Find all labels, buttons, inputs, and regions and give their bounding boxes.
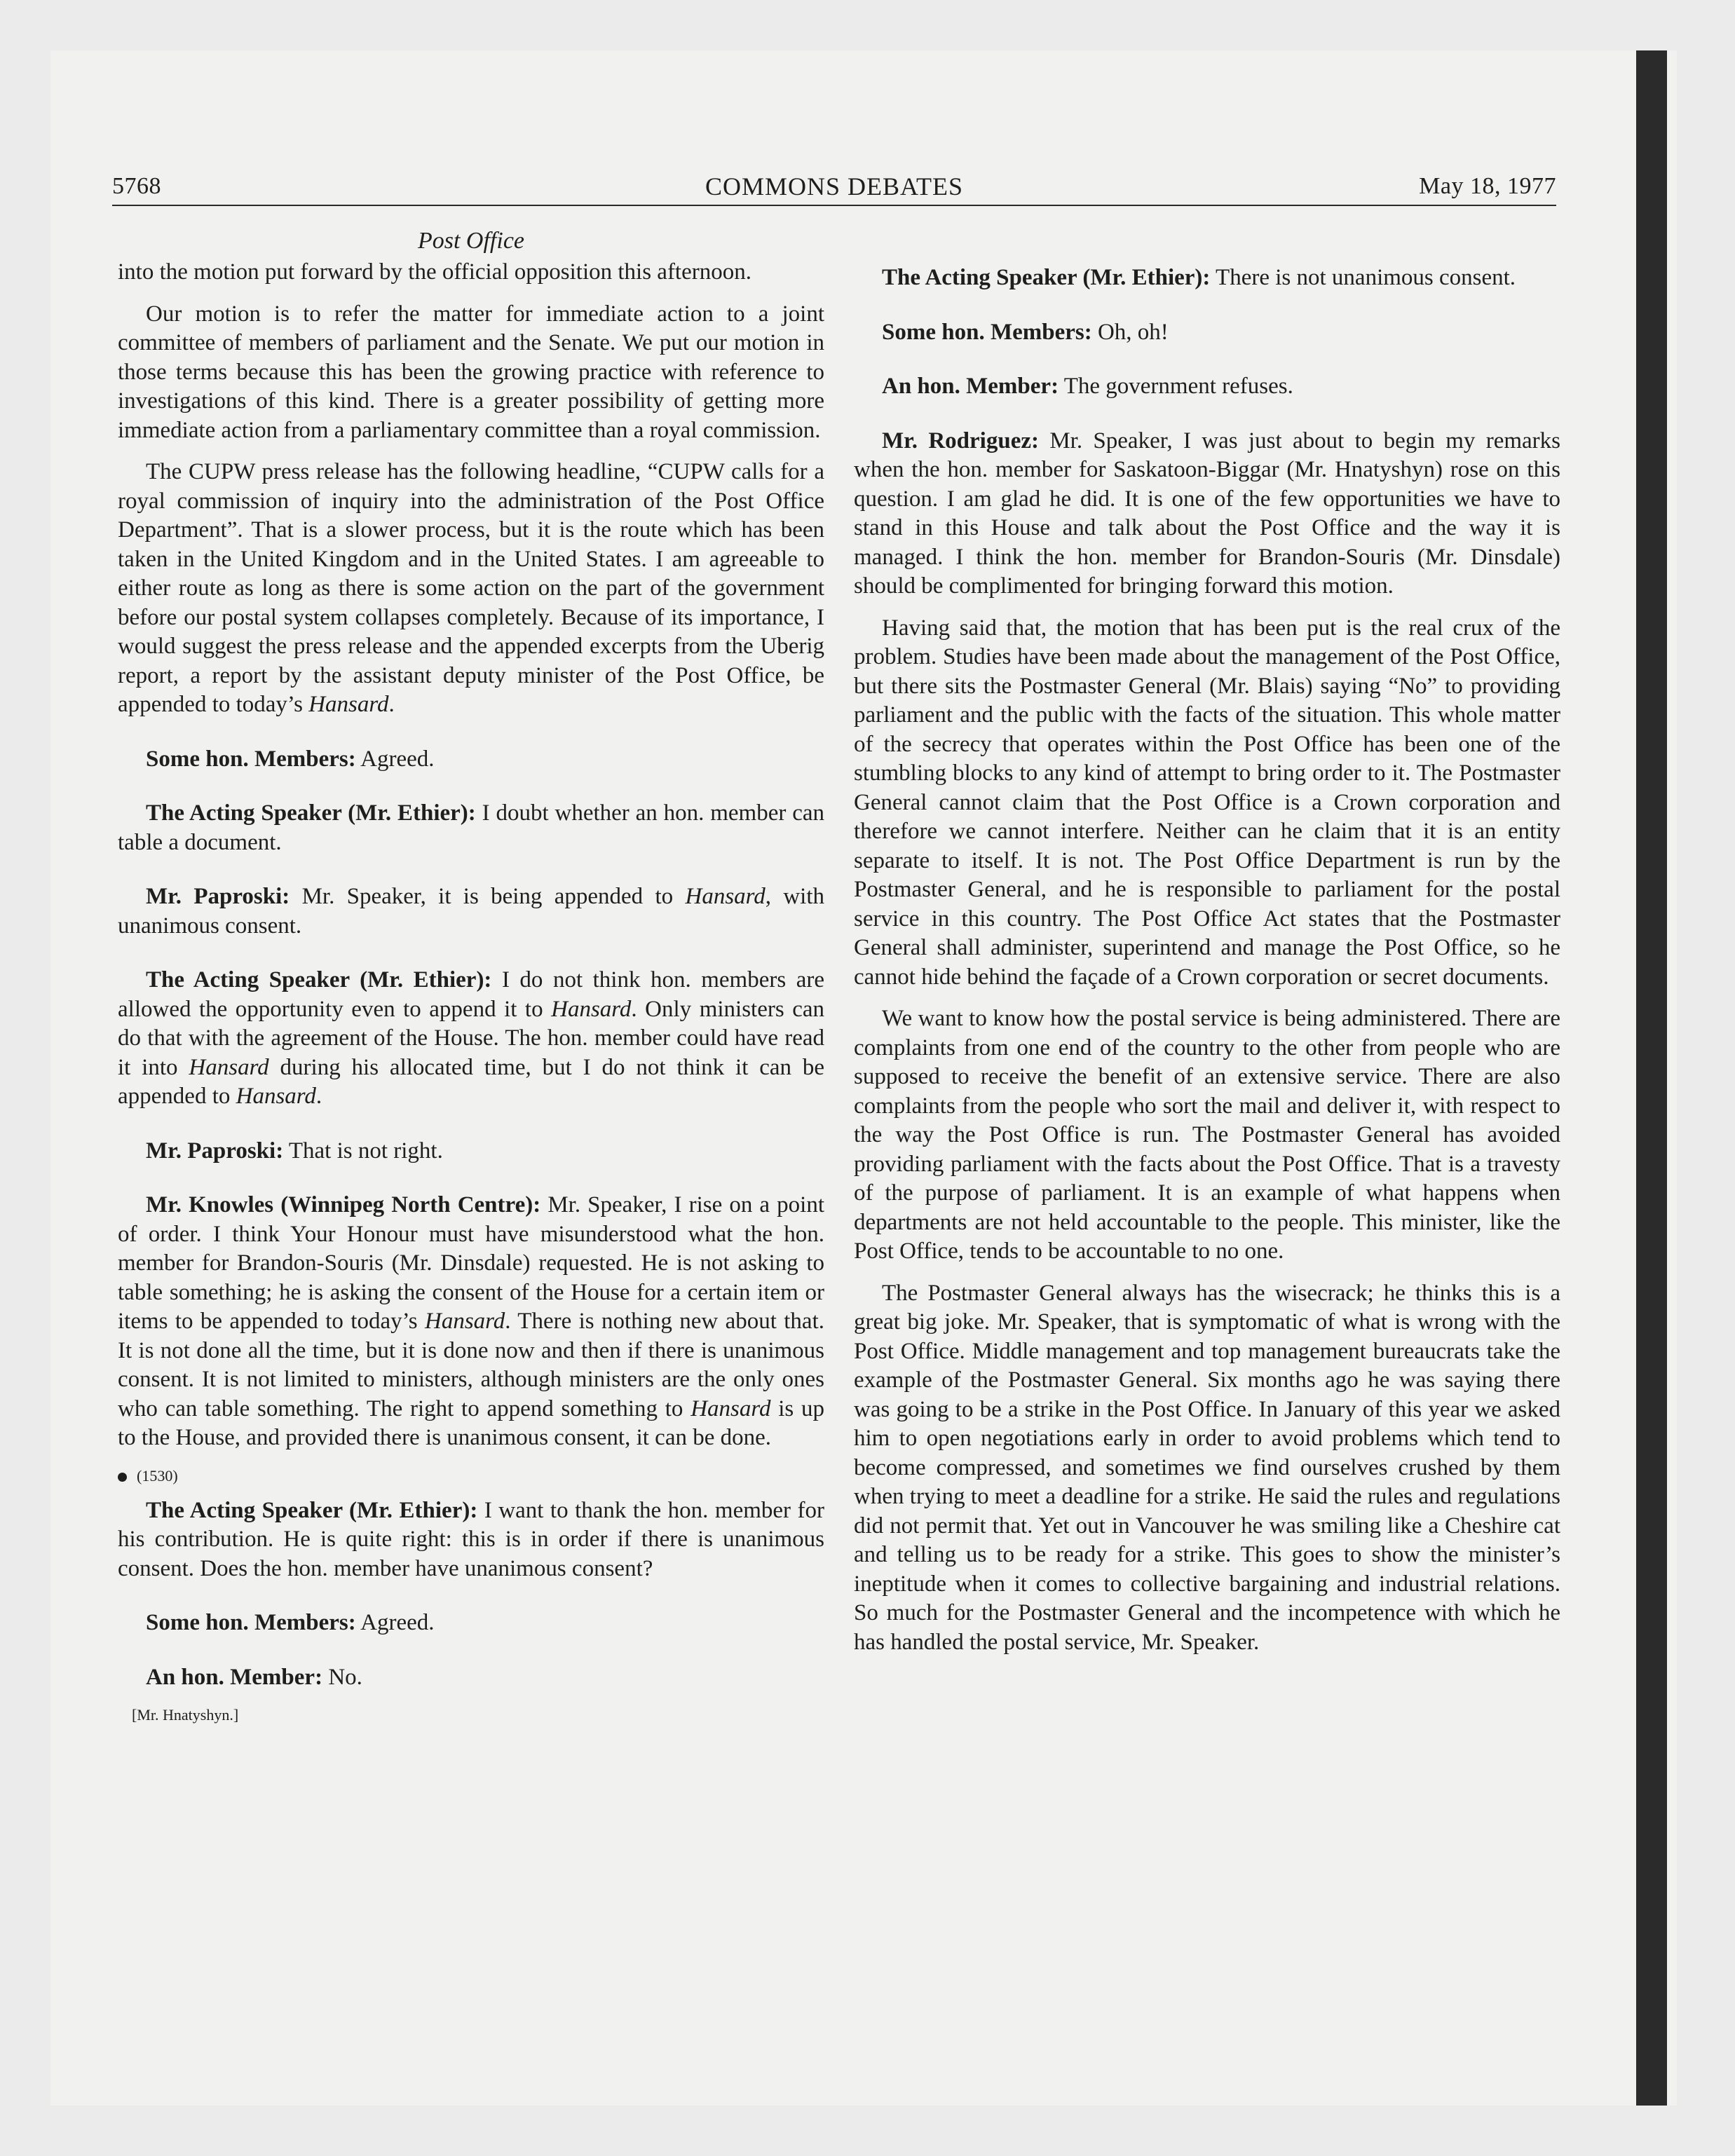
page-number: 5768	[112, 173, 161, 199]
time-marker: (1530)	[118, 1466, 824, 1487]
speech: Mr. Knowles (Winnipeg North Centre): Mr. Speaker, I rise on a point of order. I think Your Honour must have misunderstood what the hon. member for Brandon-Souris (Mr. Dinsdale) requested. He is not asking to table something; he is asking the consent of the House for a certain item or items to be appended to today’s Hansard. There is nothing new about that. It is not done all the time, but it is done now and then if there is unanimous consent. It is not limited to ministers, although ministers are the only ones who can table something. The right to append something to Hansard is up to the House, and provided there is unanimous consent, it can be done.	[118, 1192, 825, 1450]
speaker-name: Some hon. Members:	[882, 319, 1092, 345]
speaker-name: The Acting Speaker (Mr. Ethier):	[146, 967, 492, 992]
issue-date: May 18, 1977	[1419, 173, 1556, 199]
left-column	[118, 226, 824, 1726]
page-header	[112, 170, 1556, 203]
speech: The Acting Speaker (Mr. Ethier): There is not unanimous consent.	[882, 265, 1516, 290]
speaker-name: The Acting Speaker (Mr. Ethier):	[146, 800, 476, 826]
header-rule	[112, 205, 1556, 206]
speech: Mr. Rodriguez: Mr. Speaker, I was just about to begin my remarks when the hon. member for Saskatoon-Biggar (Mr. Hnatyshyn) rose on this question. I am glad he did. It is one of the few opportunities we have to stand in this House and talk about the Post Office and the way it is managed. I think the hon. member for Brandon-Souris (Mr. Dinsdale) should be complimented for bringing forward this motion.	[854, 428, 1561, 599]
speaker-name: The Acting Speaker (Mr. Ethier):	[882, 265, 1211, 290]
paragraph: Having said that, the motion that has been put is the real crux of the problem. Studies have been made about the management of the Post Office, but there sits the Postmaster General (Mr. Blais) saying “No” to providing parliament and the public with the facts of the situation. This whole matter of the secrecy that operates within the Post Office has been one of the stumbling blocks to any kind of attempt to bring order to it. The Postmaster General cannot claim that the Post Office is a Crown corporation and therefore we cannot interfere. Neither can he claim that it is an entity separate to itself. It is not. The Post Office Department is run by the Postmaster General, and he is responsible to parliament for the postal service in this country. The Post Office Act states that the Postmaster General shall administer, superintend and manage the Post Office, so he cannot hide behind the façade of a Crown corporation or secret documents.	[854, 615, 1560, 990]
speech: Some hon. Members: Agreed.	[146, 1610, 435, 1635]
running-head: Post Office	[417, 228, 525, 254]
speaker-note: [Mr. Hnatyshyn.]	[132, 1706, 239, 1724]
speaker-name: The Acting Speaker (Mr. Ethier):	[146, 1497, 478, 1523]
speech: Mr. Paproski: That is not right.	[146, 1138, 443, 1164]
right-column	[854, 264, 1560, 1670]
speaker-name: Mr. Knowles (Winnipeg North Centre):	[146, 1192, 541, 1217]
paragraph: Our motion is to refer the matter for immediate action to a joint committee of members of parliament and the Senate. We put our motion in those terms because this has been the growing practice with reference to investigations of this kind. There is a greater possibility of getting more immediate action from a parliamentary committee than a royal commission.	[118, 301, 824, 443]
speaker-name: An hon. Member:	[882, 374, 1059, 399]
speech: An hon. Member: The government refuses.	[882, 374, 1293, 399]
speech: The Acting Speaker (Mr. Ethier): I want to thank the hon. member for his contribution. He is quite right: this is in order if there is unanimous consent. Does the hon. member have unanimous consent?	[118, 1497, 824, 1581]
speaker-name: Some hon. Members:	[146, 1610, 356, 1635]
speech: Mr. Paproski: Mr. Speaker, it is being appended to Hansard, with unanimous consent.	[118, 884, 825, 939]
speaker-name: Some hon. Members:	[146, 746, 356, 772]
speech: The Acting Speaker (Mr. Ethier): I do not think hon. members are allowed the opportunity even to append it to Hansard. Only ministers can do that with the agreement of the House. The hon. member could have read it into Hansard during his allocated time, but I do not think it can be appended to Hansard.	[118, 967, 825, 1109]
bullet-icon	[118, 1473, 127, 1482]
speaker-name: An hon. Member:	[146, 1664, 323, 1690]
paragraph: The CUPW press release has the following headline, “CUPW calls for a royal commission of inquiry into the administration of the Post Office Department”. That is a slower process, but it is the route which has been taken in the United Kingdom and in the United States. I am agreeable to either route as long as there is some action on the part of the government before our postal system collapses completely. Because of its importance, I would suggest the press release and the appended excerpts from the Uberig report, a report by the assistant deputy minister of the Post Office, be appended to today’s Hansard.	[118, 459, 824, 717]
paragraph: The Postmaster General always has the wisecrack; he thinks this is a great big joke. Mr. Speaker, that is symptomatic of what is wrong with the Post Office. Middle management and top management bureaucrats take the example of the Postmaster General. Six months ago he was saying there was going to be a strike in the Post Office. In January of this year we asked him to open negotiations early in order to avoid problems which tend to become compressed, and sometimes we find ourselves crushed by them when trying to meet a deadline for a strike. He said the rules and regulations did not permit that. Yet out in Vancouver he was smiling like a Cheshire cat and telling us to be ready for a strike. This goes to show the minister’s ineptitude when it comes to collective bargaining and industrial relations. So much for the Postmaster General and the incompetence with which he has handled the postal service, Mr. Speaker.	[854, 1280, 1560, 1655]
speaker-name: Mr. Paproski:	[146, 1138, 284, 1164]
journal-title: COMMONS DEBATES	[705, 172, 964, 200]
speaker-name: Mr. Rodriguez:	[882, 428, 1039, 453]
speech: An hon. Member: No.	[146, 1664, 362, 1690]
speech: Some hon. Members: Agreed.	[146, 746, 435, 772]
speech: Some hon. Members: Oh, oh!	[882, 319, 1169, 345]
speech: The Acting Speaker (Mr. Ethier): I doubt whether an hon. member can table a document.	[118, 800, 824, 855]
binding-spine	[1636, 50, 1667, 2106]
paragraph: into the motion put forward by the official opposition this afternoon.	[118, 259, 751, 285]
paragraph: We want to know how the postal service is being administered. There are complaints from one end of the country to the other from people who are supposed to receive the benefit of an extensive service. There are also complaints from the people who sort the mail and deliver it, with respect to the way the Post Office is run. The Postmaster General has avoided providing parliament with the facts about the Post Office. That is a travesty of the purpose of parliament. It is an example of what happens when departments are not held accountable to the people. This minister, like the Post Office, tends to be accountable to no one.	[854, 1006, 1560, 1264]
speaker-name: Mr. Paproski:	[146, 884, 290, 909]
